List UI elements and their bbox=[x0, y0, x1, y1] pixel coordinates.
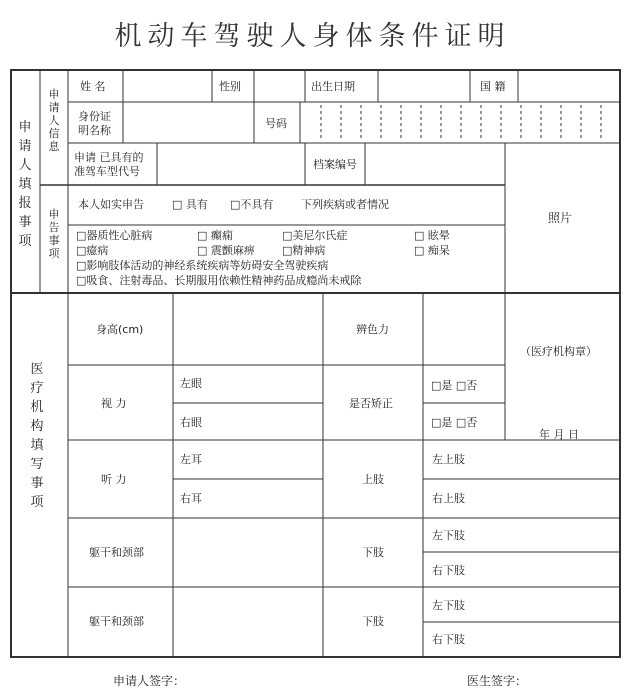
file-no-label: 档案编号 bbox=[313, 158, 357, 171]
photo-label: 照片 bbox=[548, 211, 573, 225]
left-lower-label-1: 左下肢 bbox=[432, 529, 465, 542]
left-ear-label: 左耳 bbox=[180, 453, 202, 466]
declare-suffix: 下列疾病或者情况 bbox=[301, 198, 389, 211]
disease-meniere[interactable]: □美尼尔氏症 bbox=[282, 229, 348, 242]
declare-prefix: 本人如实申告 bbox=[78, 198, 144, 211]
right-lower-label-2: 右下肢 bbox=[432, 633, 465, 646]
right-upper-label: 右上肢 bbox=[432, 492, 465, 505]
left-upper-label: 左上肢 bbox=[432, 453, 465, 466]
right-lower-label-1: 右下肢 bbox=[432, 564, 465, 577]
disease-psychosis[interactable]: □精神病 bbox=[282, 244, 326, 257]
corrected-right-checkbox[interactable]: □是 □否 bbox=[431, 416, 478, 429]
corrected-left-checkbox[interactable]: □是 □否 bbox=[431, 379, 478, 392]
right-eye-label: 右眼 bbox=[180, 416, 202, 429]
license-label-1: 申请 已具有的 bbox=[74, 151, 144, 164]
color-vision-label: 辨色力 bbox=[356, 323, 389, 336]
trunk-label-1: 躯干和颈部 bbox=[89, 546, 144, 559]
disease-epilepsy[interactable]: □ 癫痫 bbox=[197, 229, 233, 242]
lower-limb-label-1: 下肢 bbox=[362, 546, 384, 559]
birth-label: 出生日期 bbox=[311, 80, 355, 93]
has-checkbox[interactable]: □ 具有 bbox=[172, 198, 208, 211]
left-eye-label: 左眼 bbox=[180, 377, 202, 390]
stamp-date: 年 月 日 bbox=[539, 428, 579, 441]
disease-neuro[interactable]: □影响肢体活动的神经系统疾病等妨碍安全驾驶疾病 bbox=[76, 259, 329, 272]
applicant-signature-label: 申请人签字： bbox=[113, 674, 186, 688]
lower-limb-label-2: 下肢 bbox=[362, 615, 384, 628]
disease-heart[interactable]: □器质性心脏病 bbox=[76, 229, 153, 242]
right-ear-label: 右耳 bbox=[180, 492, 202, 505]
upper-limb-label: 上肢 bbox=[362, 473, 384, 486]
vision-label: 视 力 bbox=[101, 397, 127, 410]
disease-hysteria[interactable]: □癔病 bbox=[76, 244, 109, 257]
declare-label: 申告事项 bbox=[48, 208, 60, 260]
id-doc-label-1: 身份证 bbox=[78, 110, 111, 123]
trunk-label-2: 躯干和颈部 bbox=[89, 615, 144, 628]
disease-parkinson[interactable]: □ 震颤麻痹 bbox=[197, 244, 255, 257]
left-lower-label-2: 左下肢 bbox=[432, 599, 465, 612]
form-title: 机动车驾驶人身体条件证明 bbox=[114, 21, 511, 52]
id-doc-label-2: 明名称 bbox=[78, 124, 111, 137]
disease-vertigo[interactable]: □ 眩晕 bbox=[414, 229, 450, 242]
sex-label: 性别 bbox=[219, 80, 241, 93]
height-label: 身高(cm) bbox=[96, 323, 144, 336]
hearing-label: 听 力 bbox=[101, 473, 127, 486]
has-not-checkbox[interactable]: □不具有 bbox=[230, 198, 274, 211]
applicant-section-label: 申请人填报事项 bbox=[18, 120, 32, 249]
disease-drugs[interactable]: □吸食、注射毒品、长期服用依赖性精神药品成瘾尚未戒除 bbox=[76, 274, 362, 287]
corrected-label: 是否矫正 bbox=[349, 397, 393, 410]
license-label-2: 准驾车型代号 bbox=[74, 165, 140, 178]
nationality-label: 国 籍 bbox=[480, 80, 506, 93]
disease-dementia[interactable]: □ 痴呆 bbox=[414, 244, 450, 257]
name-label: 姓 名 bbox=[80, 80, 106, 93]
stamp-label: （医疗机构章） bbox=[520, 345, 597, 358]
medical-section-label: 医疗机构填写事项 bbox=[30, 362, 44, 510]
applicant-info-label: 申请人信息 bbox=[48, 88, 60, 153]
number-label: 号码 bbox=[265, 117, 287, 130]
doctor-signature-label: 医生签字： bbox=[467, 674, 528, 688]
